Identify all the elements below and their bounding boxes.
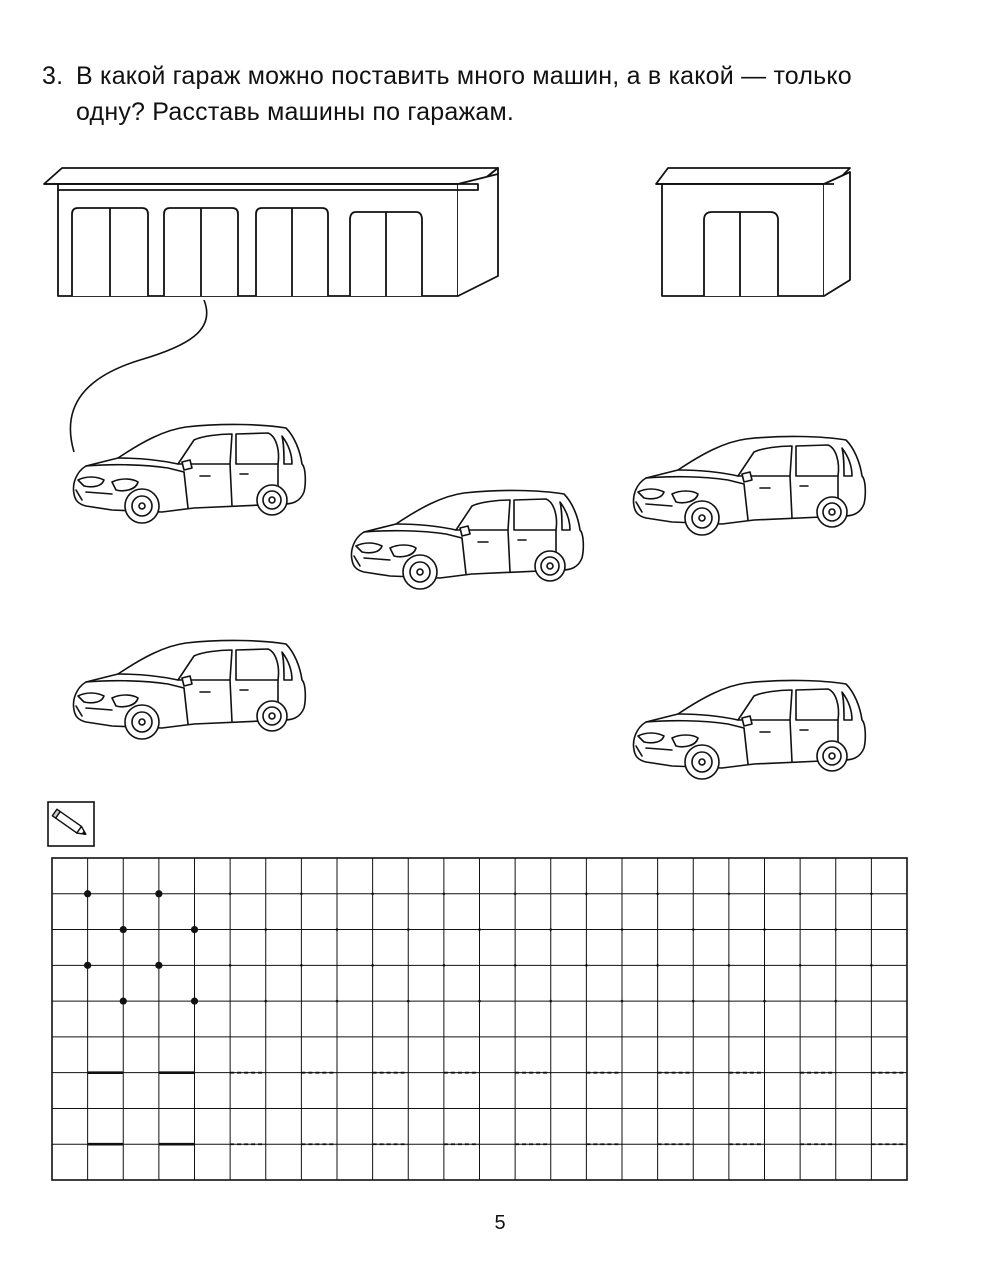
guide-dot — [300, 892, 303, 895]
car-4[interactable] — [74, 640, 306, 739]
big-garage — [44, 168, 498, 296]
guide-dot — [336, 928, 339, 931]
guide-dot — [656, 964, 659, 967]
car-2[interactable] — [352, 490, 584, 589]
writing-grid — [52, 858, 907, 1180]
guide-dot — [229, 964, 232, 967]
guide-dot — [656, 892, 659, 895]
task-line-1: В какой гараж можно поставить много машин, а в какой — только — [76, 62, 852, 90]
guide-dot — [407, 1000, 410, 1003]
guide-dot — [549, 928, 552, 931]
page-number: 5 — [494, 1212, 506, 1234]
guide-dot — [763, 1000, 766, 1003]
guide-dot — [371, 892, 374, 895]
task-line-2: одну? Расставь машины по гаражам. — [76, 98, 515, 126]
guide-dot — [870, 964, 873, 967]
guide-dot — [621, 928, 624, 931]
guide-dot — [371, 964, 374, 967]
sample-dot — [120, 926, 127, 933]
guide-dot — [514, 964, 517, 967]
guide-dot — [585, 892, 588, 895]
small-garage — [656, 168, 850, 296]
guide-dot — [692, 928, 695, 931]
car-1[interactable] — [74, 424, 306, 523]
guide-dot — [870, 892, 873, 895]
guide-dot — [799, 964, 802, 967]
guide-dot — [264, 1000, 267, 1003]
sample-dot — [155, 890, 162, 897]
guide-dot — [799, 892, 802, 895]
guide-dot — [300, 964, 303, 967]
task-number: 3. — [42, 62, 64, 90]
guide-dot — [229, 892, 232, 895]
guide-dot — [443, 964, 446, 967]
guide-dot — [336, 1000, 339, 1003]
guide-dot — [264, 928, 267, 931]
sample-dot — [120, 998, 127, 1005]
car-5[interactable] — [634, 680, 866, 779]
guide-dot — [692, 1000, 695, 1003]
guide-dot — [728, 892, 731, 895]
sample-dot — [191, 926, 198, 933]
sample-dot — [84, 962, 91, 969]
guide-dot — [834, 1000, 837, 1003]
guide-dot — [478, 1000, 481, 1003]
guide-dot — [621, 1000, 624, 1003]
car-3[interactable] — [634, 436, 866, 535]
guide-dot — [585, 964, 588, 967]
guide-dot — [728, 964, 731, 967]
guide-dot — [514, 892, 517, 895]
guide-dot — [443, 892, 446, 895]
guide-dot — [549, 1000, 552, 1003]
sample-dot — [155, 962, 162, 969]
sample-dot — [191, 998, 198, 1005]
sample-dot — [84, 890, 91, 897]
guide-dot — [478, 928, 481, 931]
pencil-icon — [48, 802, 94, 846]
guide-dot — [763, 928, 766, 931]
guide-dot — [407, 928, 410, 931]
guide-dot — [834, 928, 837, 931]
